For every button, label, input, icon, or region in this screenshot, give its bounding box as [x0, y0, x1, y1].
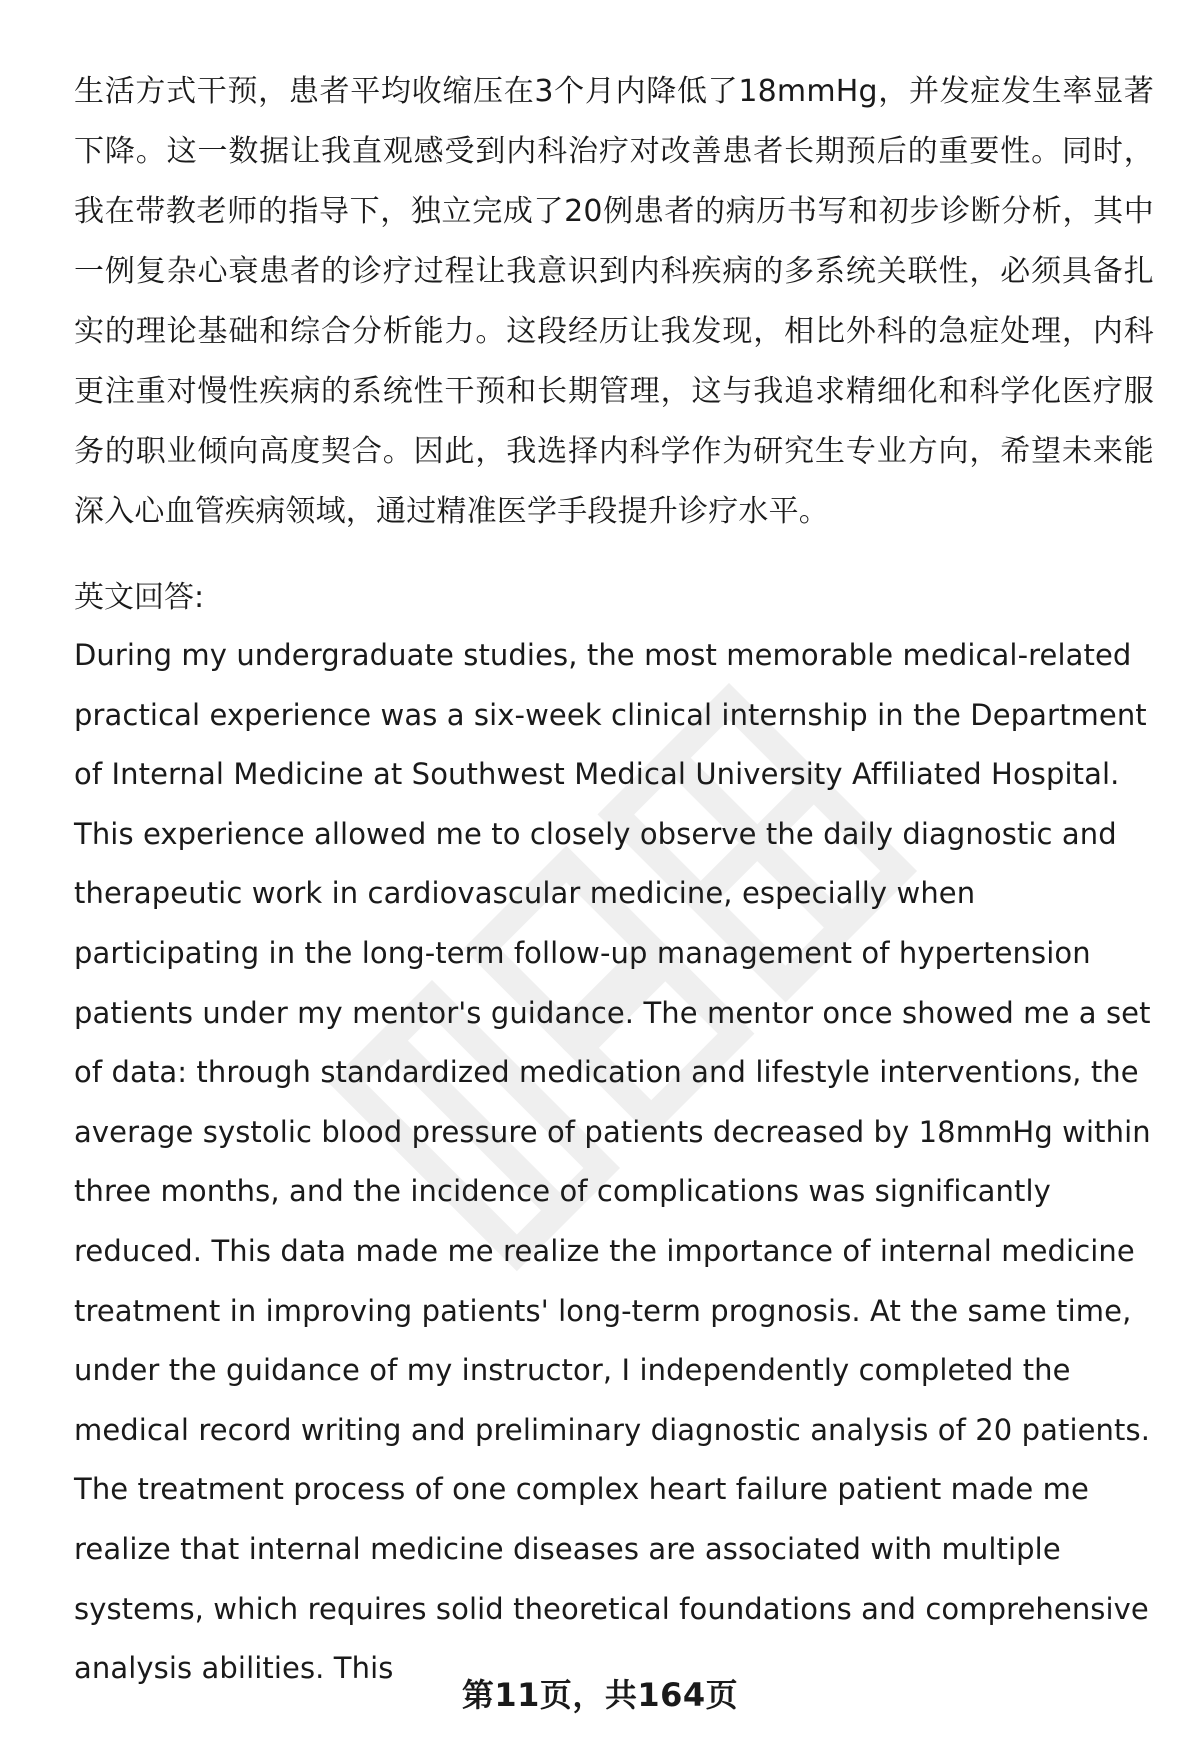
chinese-answer-paragraph: 生活方式干预，患者平均收缩压在3个月内降低了18mmHg，并发症发生率显著下降。这一数据让我直观感受到内科治疗对改善患者长期预后的重要性。同时，我在带教老师的指导下，独立完成了20例患者的病历书写和初步诊断分析，其中一例复杂心衰患者的诊疗过程让我意识到内科疾病的多系统关联性，必须具备扎实的理论基础和综合分析能力。这段经历让我发现，相比外科的急症处理，内科更注重对慢性疾病的系统性干预和长期管理，这与我追求精细化和科学化医疗服务的职业倾向高度契合。因此，我选择内科学作为研究生专业方向，希望未来能深入心血管疾病领域，通过精准医学手段提升诊疗水平。 [74, 74, 1154, 529]
english-answer-heading: 英文回答: [74, 580, 205, 615]
english-answer-paragraph: During my undergraduate studies, the most memorable medical-related practical experience was a six-week clinical internship in the Department of Internal Medicine at Southwest Medical University Affiliated Hospital. This experience allowed me to closely observe the daily diagnostic and therapeutic work in cardiovascular medicine, especially when participating in the long-term follow-up management of hypertension patients under my mentor's guidance. The mentor once showed me a set of data: through standardized medication and lifestyle interventions, the average systolic blood pressure of patients decreased by 18mmHg within three months, and the incidence of complications was significantly reduced. This data made me realize the importance of internal medicine treatment in improving patients' long-term prognosis. At the same time, under the guidance of my instructor, I independently completed the medical record writing and preliminary diagnostic analysis of 20 patients. The treatment process of one complex heart failure patient made me realize that internal medicine diseases are associated with multiple systems, which requires solid theoretical foundations and comprehensive analysis abilities. This [74, 638, 1151, 1686]
page-number-footer: 第11页，共164页 [461, 1676, 739, 1714]
